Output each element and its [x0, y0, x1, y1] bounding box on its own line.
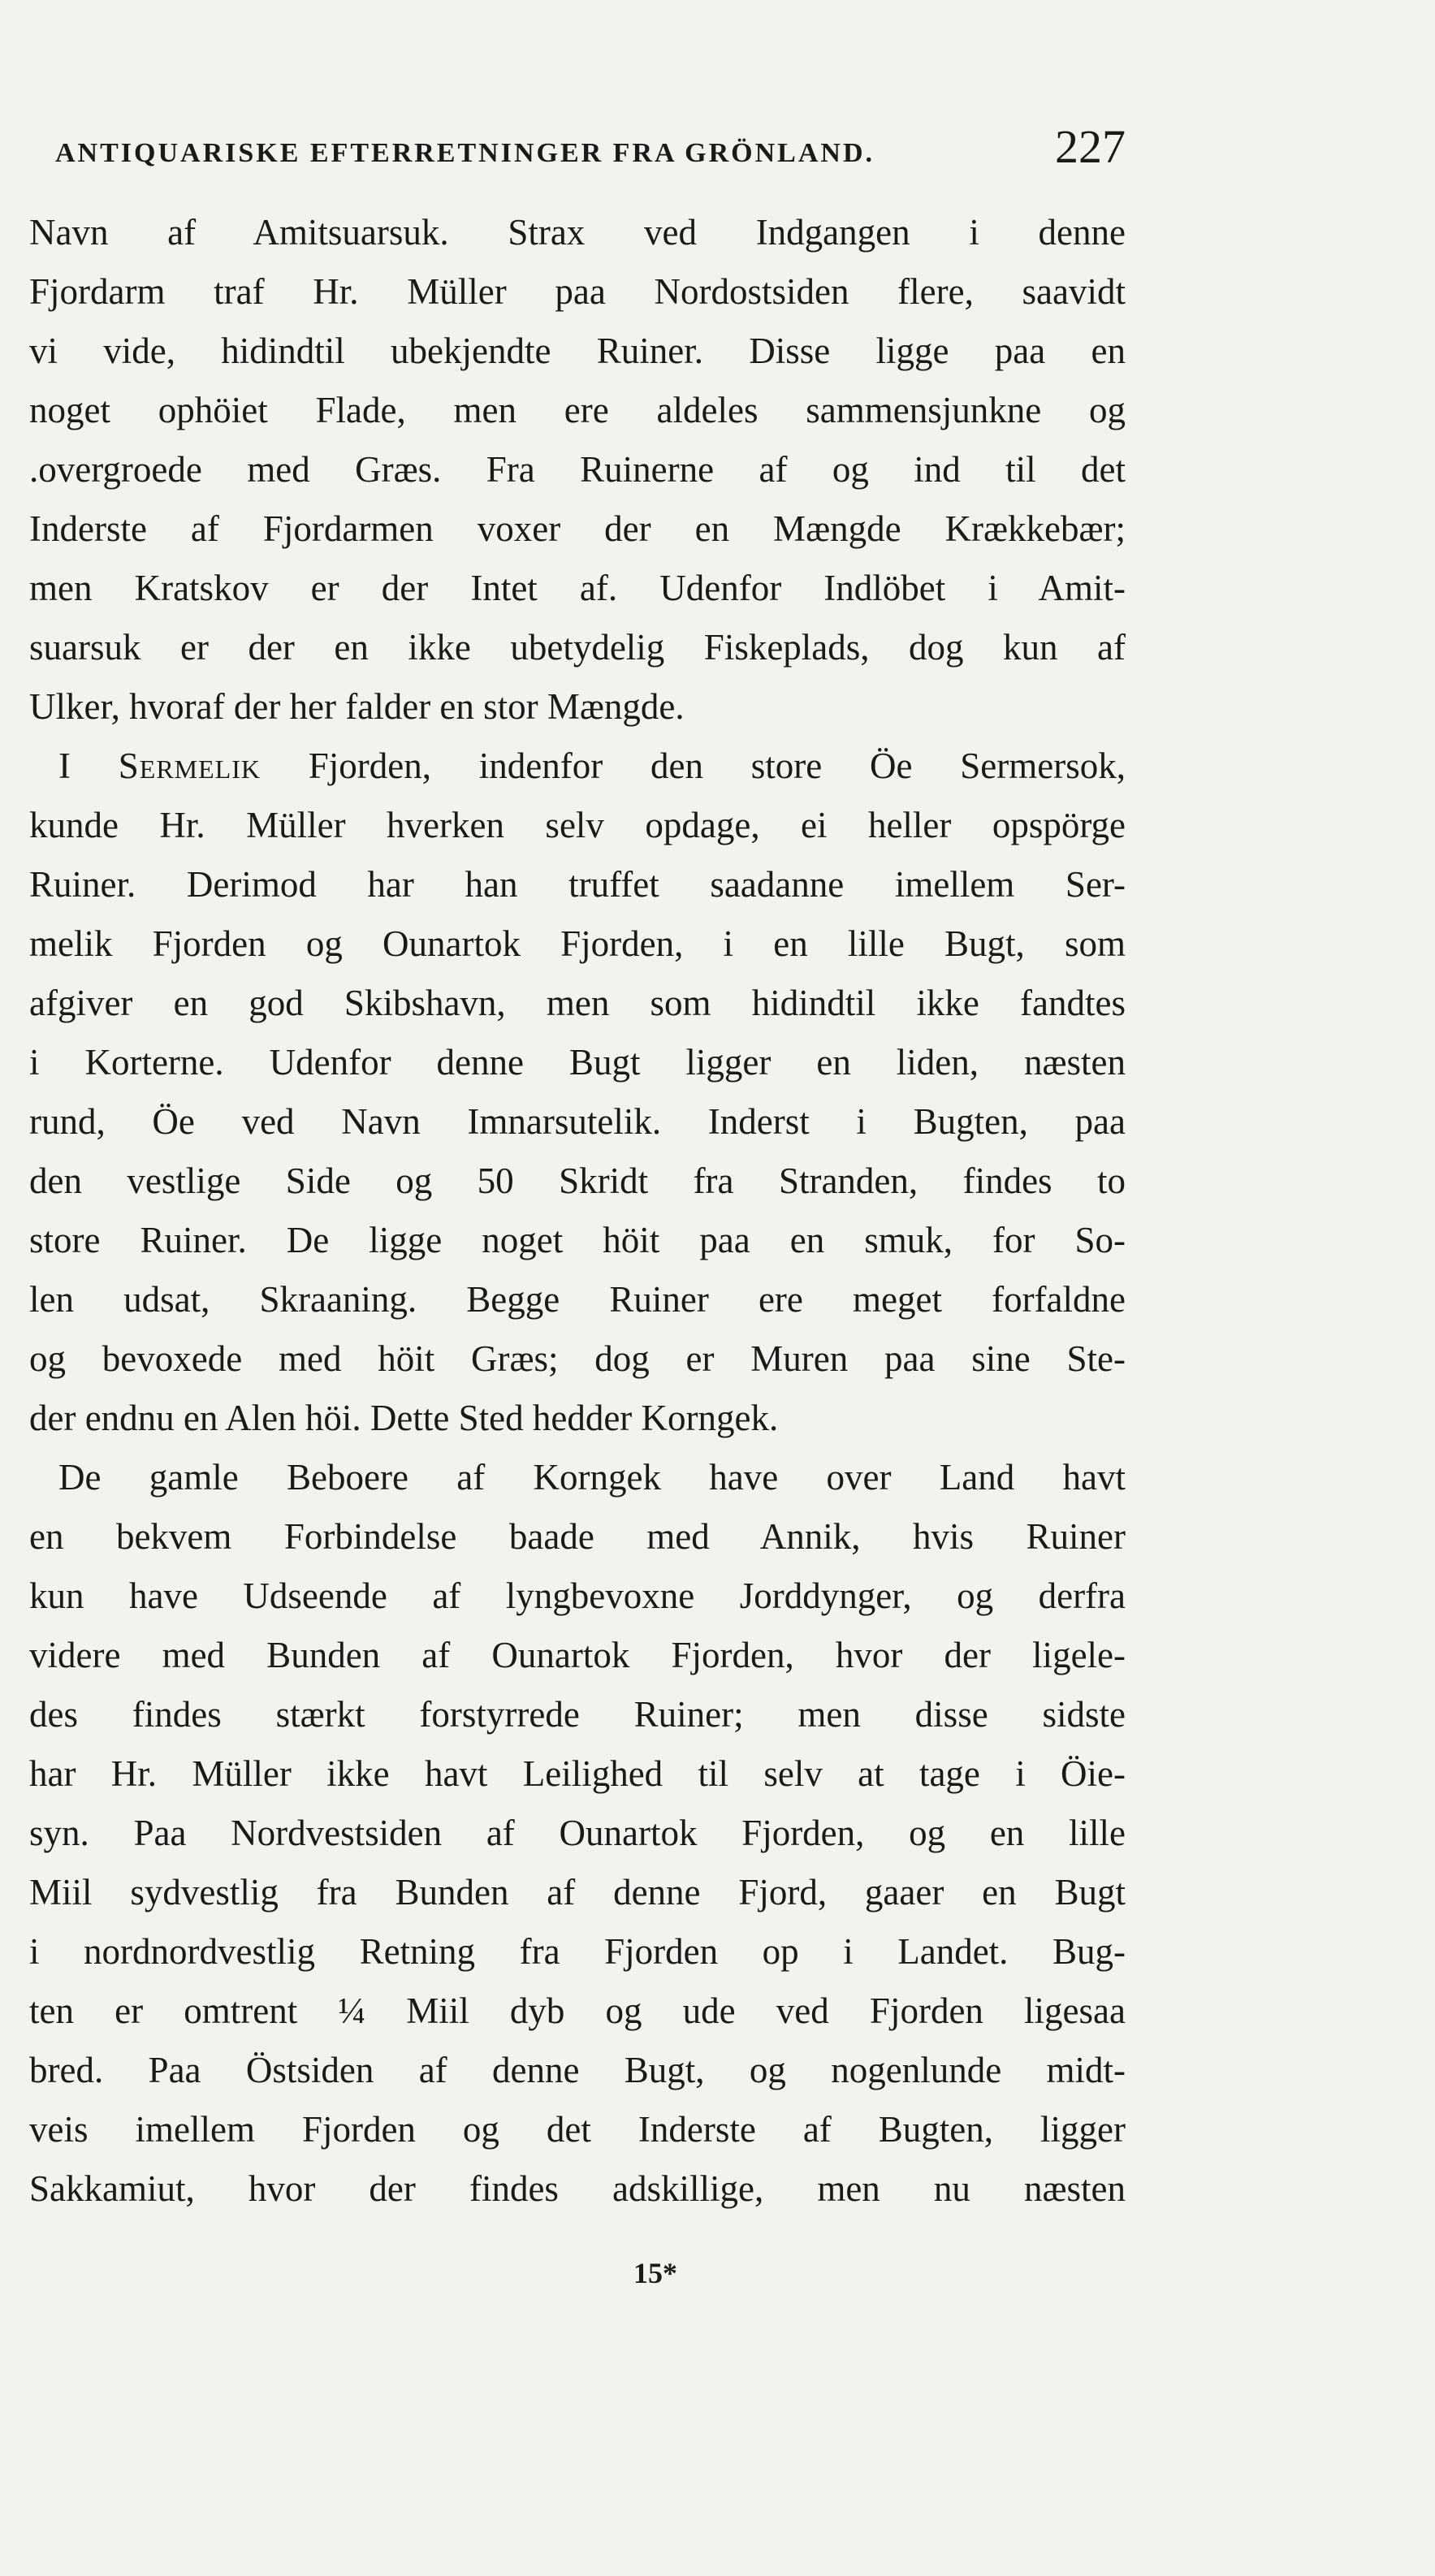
text-line: De gamle Beboere af Korngek have over Land havt — [58, 1457, 1126, 1498]
text-line: rund, Öe ved Navn Imnarsutelik. Inderst i Bugten, paa — [29, 1101, 1126, 1142]
text-line: suarsuk er der en ikke ubetydelig Fiskeplads, dog kun af — [29, 627, 1126, 668]
text-line — [29, 737, 1126, 796]
running-head: ANTIQUARISKE EFTERRETNINGER FRA GRÖNLAND. — [55, 138, 875, 168]
text-line: videre med Bunden af Ounartok Fjorden, hvor der ligele- — [29, 1635, 1126, 1675]
text-line: Ulker, hvoraf der her falder en stor Mængde. — [29, 686, 685, 727]
text-line: og bevoxede med höit Græs; dog er Muren paa sine Ste- — [29, 1338, 1126, 1379]
text-line: ten er omtrent ¼ Miil dyb og ude ved Fjorden ligesaa — [29, 1990, 1126, 2031]
text-line: des findes stærkt forstyrrede Ruiner; men disse sidste — [29, 1694, 1126, 1735]
text-line: en bekvem Forbindelse baade med Annik, hvis Ruiner — [29, 1516, 1126, 1557]
text-line: noget ophöiet Flade, men ere aldeles sammensjunkne og — [29, 390, 1126, 430]
place-name-smallcaps: Sermelik — [118, 746, 261, 786]
text-line: veis imellem Fjorden og det Inderste af Bugten, ligger — [29, 2109, 1126, 2150]
page-number: 227 — [1055, 120, 1126, 173]
text-line: syn. Paa Nordvestsiden af Ounartok Fjorden, og en lille — [29, 1813, 1126, 1853]
text-line: bred. Paa Östsiden af denne Bugt, og nogenlunde midt- — [29, 2050, 1126, 2090]
text-line: afgiver en god Skibshavn, men som hidindtil ikke fandtes — [29, 983, 1126, 1023]
text-line: i Korterne. Udenfor denne Bugt ligger en liden, næsten — [29, 1042, 1126, 1083]
text-line: vi vide, hidindtil ubekjendte Ruiner. Disse ligge paa en — [29, 331, 1126, 371]
text-line: kunde Hr. Müller hverken selv opdage, ei heller opspörge — [29, 805, 1126, 845]
text-line: .overgroede med Græs. Fra Ruinerne af og ind til det — [29, 449, 1126, 490]
text-line: Navn af Amitsuarsuk. Strax ved Indgangen i denne — [29, 212, 1126, 253]
text-line: Miil sydvestlig fra Bunden af denne Fjord, gaaer en Bugt — [29, 1872, 1126, 1913]
text-line: melik Fjorden og Ounartok Fjorden, i en lille Bugt, som — [29, 923, 1126, 964]
page-header — [55, 120, 1126, 180]
text-line: Fjordarm traf Hr. Müller paa Nordostsiden flere, saavidt — [29, 271, 1126, 312]
text-line: der endnu en Alen höi. Dette Sted hedder Korngek. — [29, 1398, 779, 1438]
body-text — [29, 203, 1126, 2219]
text-line: i nordnordvestlig Retning fra Fjorden op i Landet. Bug- — [29, 1931, 1126, 1972]
text-line: Inderste af Fjordarmen voxer der en Mængde Krækkebær; — [29, 508, 1126, 549]
text-line: Ruiner. Derimod har han truffet saadanne imellem Ser- — [29, 864, 1126, 905]
text-line: Sakkamiut, hvor der findes adskillige, men nu næsten — [29, 2168, 1126, 2209]
text-run: Fjorden, indenfor den store Öe Sermersok, — [261, 746, 1126, 786]
text-line: men Kratskov er der Intet af. Udenfor Indlöbet i Amit- — [29, 568, 1126, 608]
text-line: len udsat, Skraaning. Begge Ruiner ere meget forfaldne — [29, 1279, 1126, 1320]
text-run: I — [58, 746, 119, 786]
signature-mark: 15* — [633, 2257, 677, 2289]
text-line: har Hr. Müller ikke havt Leilighed til selv at tage i Öie- — [29, 1753, 1126, 1794]
text-line: kun have Udseende af lyngbevoxne Jorddynger, og derfra — [29, 1575, 1126, 1616]
text-line: den vestlige Side og 50 Skridt fra Stranden, findes to — [29, 1160, 1126, 1201]
text-line: store Ruiner. De ligge noget höit paa en smuk, for So- — [29, 1220, 1126, 1260]
